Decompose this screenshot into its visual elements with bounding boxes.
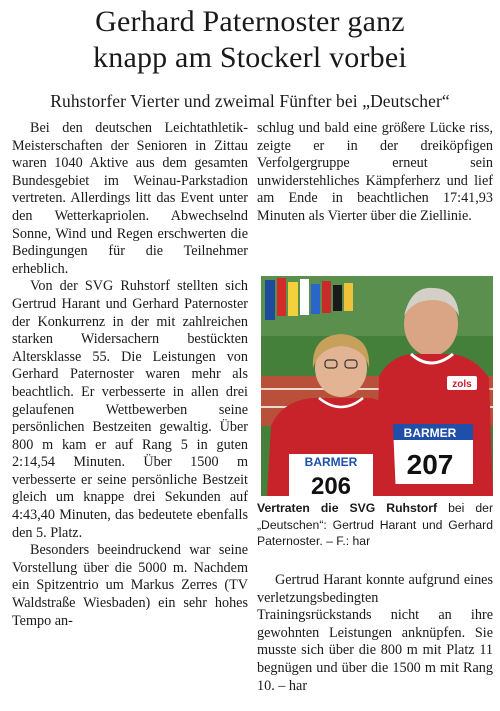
bib-sponsor-left: BARMER: [304, 455, 358, 469]
paragraph: Bei den deutschen Leichtathletik-Meisterschaften der Senioren in Zittau waren 1040 Aktive aus dem gesamten Bundesgebiet im Weinau-Parkstadion vertreten. Allerdings litt das Event unter den Wetterkapriolen. Abwechselnd Sonne, Wind und Regen erschwerten die Bedingungen für die Teilnehmer erheblich.: [12, 120, 248, 277]
bib-number-right: 207: [406, 449, 454, 480]
photo-caption: [257, 500, 493, 550]
headline-line-1: Gerhard Paternoster ganz: [95, 5, 405, 38]
article-column-left: [12, 120, 248, 630]
paragraph: Besonders beeindruckend war seine Vorstellung über die 5000 m. Nachdem ein Spitzentrio um Markus Zerres (TV Waldstraße Wiesbaden) ein sehr hohes Tempo an-: [12, 542, 248, 629]
athletes-photo: [261, 276, 493, 496]
bib-sponsor-right: BARMER: [403, 426, 457, 440]
headline-line-2: knapp am Stockerl vorbei: [93, 41, 407, 74]
subheadline: Ruhstorfer Vierter und zweimal Fünfter bei „Deutscher“: [50, 91, 450, 111]
headline: [0, 4, 500, 76]
article-column-right-bottom: [257, 572, 493, 695]
bib-number-left: 206: [310, 473, 352, 496]
shirt-logo: zols: [452, 379, 472, 390]
paragraph: schlug und bald eine größere Lücke riss, zeigte er in der dreiköpfigen Verfolgergruppe erneut sein unwiderstehliches Kämpferherz und lief am Ende in beachtlichen 17:41,93 Minuten als Vierter über die Ziellinie.: [257, 120, 493, 224]
paragraph: Gertrud Harant konnte aufgrund eines verletzungsbedingten Trainingsrückstands nicht an ihre gewohnten Leistungen anknüpfen. Sie musste sich über die 800 m mit Platz 11 begnügen und über die 1500 m mit Rang 10. – har: [257, 572, 493, 694]
photo-illustration: [261, 276, 493, 496]
caption-lead: Vertraten die SVG Ruhstorf: [257, 501, 438, 515]
paragraph: Von der SVG Ruhstorf stellten sich Gertrud Harant und Gerhard Paternoster der Konkurrenz in der mit zahlreichen starken Widersachern bestückten Altersklasse 55. Die Leistungen von Gerhard Paternoster waren mehr als beachtlich. Er verbesserte in allen drei gelaufenen Wettbewerben seine persönlichen Bestzeiten gewaltig. Über 800 m kam er auf Rang 5 in guten 2:14,54 Minuten. Über 1500 m verbesserte er seine persönliche Bestzeit gleich um knappe drei Sekunden auf 4:43,40 Minuten, das bedeutete ebenfalls den 5. Platz.: [12, 278, 248, 541]
article-column-right-top: [257, 120, 493, 226]
caption-text: bei der „Deutschen“: Gertrud Harant und Gerhard Paternoster. – F.: har: [257, 501, 494, 548]
